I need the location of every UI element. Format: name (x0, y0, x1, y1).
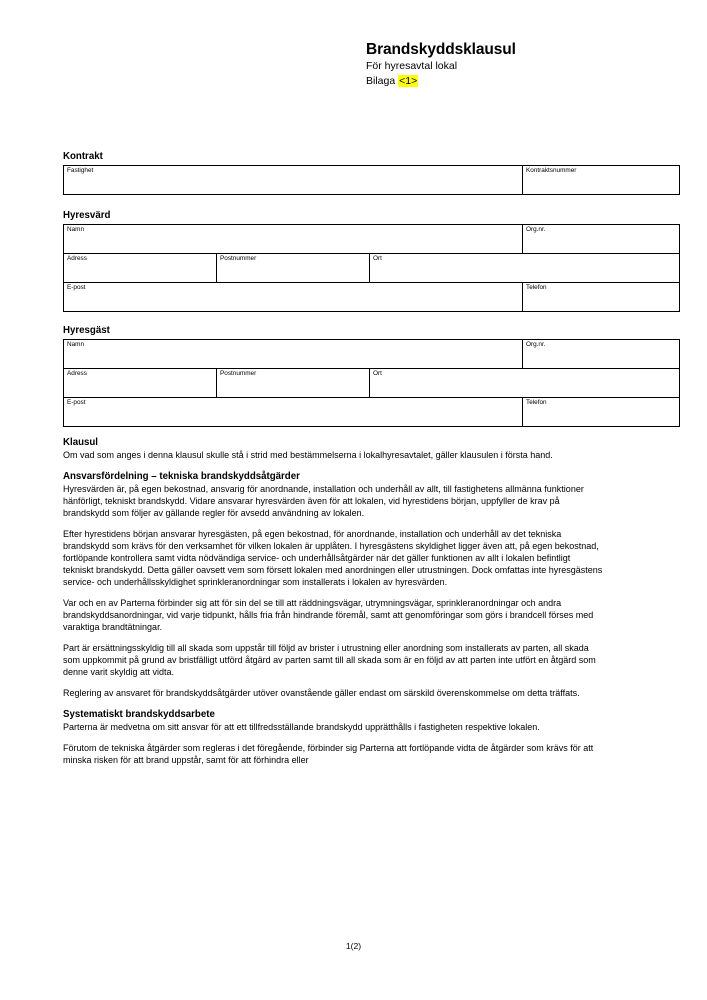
paragraph-ansvar-3: Var och en av Parterna förbinder sig att för sin del se till att räddningsvägar, utrymningsvägar, sprinkleranordningar och andra brandskyddsanordningar, vid varje tidpunkt, hålls fria från hindrande föremål, samt att genomföringar som görs i brandcell förses med varaktiga brandtätningar. (63, 597, 594, 632)
field-label-epost: E-post (67, 283, 86, 291)
field-label-orgnr: Org.nr. (526, 225, 546, 233)
field-label-postnummer: Postnummer (220, 369, 257, 377)
field-hyresvard-ort[interactable] (370, 253, 680, 282)
field-hyresvard-postnummer[interactable] (217, 253, 370, 282)
paragraph-ansvar-2: Efter hyrestidens början ansvarar hyresgästen, på egen bekostnad, för anordnande, installation och underhåll av det tekniska brandskydd som krävs för den verksamhet för vilken lokalen är upplåten. I hyresgästens skyldighet ligger även att, på egen bekostnad, fortlöpande kontrollera samt vidta nödvändiga service- och underhållsåtgärder när det gäller funktionen av allt i lokalen befintligt tekniskt brandskydd. Detta gäller oavsett vem som försett lokalen med anordningen eller utrustningen. Dock omfattas inte hyresgästens service- och underhållsskyldighet sprinkleranordningar som installerats i lokalen av hyresvärden. (63, 529, 603, 587)
table-row (64, 253, 680, 282)
field-hyresgast-telefon[interactable] (523, 397, 680, 426)
paragraph-klausul-intro: Om vad som anges i denna klausul skulle stå i strid med bestämmelserna i lokalhyresavtalet, gäller klausulen i första hand. (63, 450, 553, 461)
field-label-telefon: Telefon (526, 283, 547, 291)
page-number: 1(2) (345, 941, 362, 951)
field-hyresvard-epost[interactable] (64, 282, 523, 311)
table-row (64, 397, 680, 426)
field-kontraktsnummer[interactable] (523, 165, 680, 194)
field-hyresvard-telefon[interactable] (523, 282, 680, 311)
bilaga-line (366, 74, 686, 88)
paragraph-ansvar-5: Reglering av ansvaret för brandskyddsåtgärder utöver ovanstående gäller endast om särskild överenskommelse om detta träffats. (63, 687, 580, 698)
field-hyresvard-orgnr[interactable] (523, 224, 680, 253)
table-row (64, 368, 680, 397)
heading-ansvarsfordelning: Ansvarsfördelning – tekniska brandskyddsåtgärder (63, 471, 300, 483)
document-header (366, 40, 686, 88)
paragraph-ansvar-1: Hyresvärden är, på egen bekostnad, ansvarig för anordnande, installation och underhåll av allt, till fastighetens allmänna funktioner hänförligt, tekniskt brandskydd. Vidare ansvarar hyresvärden även för att lokalen, vid hyrestidens början, uppfyller de krav på brandskydd som följer av gällande regler för avsedd användning av lokalen. (63, 484, 584, 519)
section-title-hyresgast: Hyresgäst (63, 325, 110, 336)
page-title: Brandskyddsklausul (366, 41, 516, 58)
field-hyresgast-ort[interactable] (370, 368, 680, 397)
field-hyresvard-adress[interactable] (64, 253, 217, 282)
paragraph-ansvar-4: Part är ersättningsskyldig till all skada som uppstår till följd av brister i utrustning eller anordning som installerats av parten, all skada som uppkommit på grund av bristfälligt utförd åtgärd av parten samt till all skada som är en följd av att parten inte utfört en åtgärd som denne varit skyldig att vidta. (63, 642, 596, 677)
bilaga-label: Bilaga (366, 75, 399, 88)
heading-systematiskt-brandskyddsarbete: Systematiskt brandskyddsarbete (63, 708, 215, 720)
heading-klausul: Klausul (63, 437, 98, 448)
section-hyresgast (63, 325, 665, 427)
field-label-kontraktsnummer: Kontraktsnummer (526, 166, 577, 174)
kontrakt-form-table (63, 165, 680, 195)
field-label-postnummer: Postnummer (220, 254, 257, 262)
field-label-telefon: Telefon (526, 398, 547, 406)
field-label-fastighet: Fastighet (67, 166, 94, 174)
clause-body (63, 437, 603, 767)
document-subtitle: För hyresavtal lokal (366, 60, 458, 73)
field-hyresgast-adress[interactable] (64, 368, 217, 397)
hyresvard-form-table (63, 224, 680, 312)
field-label-namn: Namn (67, 340, 85, 348)
field-label-ort: Ort (373, 254, 382, 262)
hyresgast-form-table (63, 339, 680, 427)
table-row (64, 339, 680, 368)
paragraph-systematiskt-2: Förutom de tekniska åtgärder som regleras i det föregående, förbinder sig Parterna att fortlöpande vidta de åtgärder som krävs för att minska risken för att brand uppstår, samt för att förhindra eller (63, 742, 594, 765)
paragraph-systematiskt-1: Parterna är medvetna om sitt ansvar för att ett tillfredsställande brandskydd upprätthålls i fastigheten respektive lokalen. (63, 721, 540, 732)
field-hyresgast-postnummer[interactable] (217, 368, 370, 397)
table-row (64, 224, 680, 253)
field-label-namn: Namn (67, 225, 85, 233)
field-hyresgast-namn[interactable] (64, 339, 523, 368)
bilaga-value-highlight: <1> (399, 75, 418, 88)
field-label-ort: Ort (373, 369, 382, 377)
section-kontrakt (63, 151, 665, 195)
field-label-adress: Adress (67, 369, 87, 377)
field-hyresgast-epost[interactable] (64, 397, 523, 426)
field-hyresgast-orgnr[interactable] (523, 339, 680, 368)
field-hyresvard-namn[interactable] (64, 224, 523, 253)
section-title-hyresvard: Hyresvärd (63, 210, 111, 221)
table-row (64, 165, 680, 194)
field-label-orgnr: Org.nr. (526, 340, 546, 348)
field-label-epost: E-post (67, 398, 86, 406)
table-row (64, 282, 680, 311)
page-footer (0, 941, 707, 951)
section-hyresvard (63, 210, 665, 312)
field-label-adress: Adress (67, 254, 87, 262)
field-fastighet[interactable] (64, 165, 523, 194)
section-title-kontrakt: Kontrakt (63, 151, 103, 162)
